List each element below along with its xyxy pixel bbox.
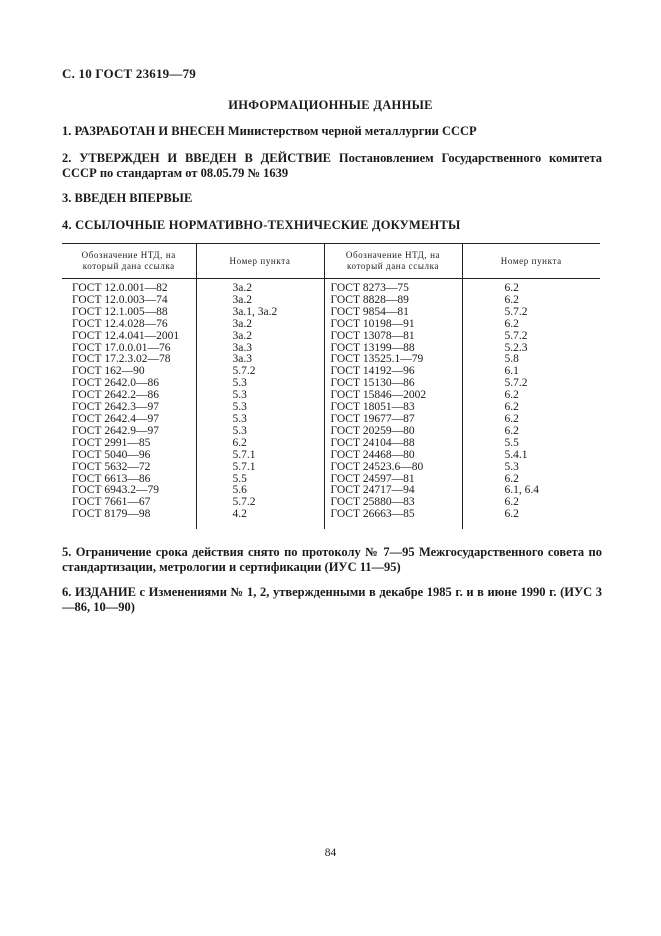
clause-number: 5.7.1 (196, 462, 324, 474)
reference-document: ГОСТ 24597—81 (324, 474, 462, 486)
clause-number: 6.1 (462, 366, 600, 378)
info-item-3: 3. ВВЕДЕН ВПЕРВЫЕ (62, 191, 193, 205)
header-clause-number: Номер пункта (462, 244, 600, 279)
reference-document: ГОСТ 13199—88 (324, 343, 462, 355)
reference-document: ГОСТ 12.0.003—74 (72, 293, 168, 306)
table-body (62, 279, 600, 530)
item-text: Постановлением Государственного комитета СССР по стандартам от 08.05.79 № 1639 (62, 151, 603, 180)
reference-document: ГОСТ 9854—81 (324, 307, 462, 319)
item-lead: РАЗРАБОТАН И ВНЕСЕН (74, 124, 225, 138)
header-clause-number: Номер пункта (196, 244, 324, 279)
clause-number: 5.7.2 (462, 307, 600, 319)
reference-document: ГОСТ 13525.1—79 (324, 354, 462, 366)
reference-document: ГОСТ 8179—98 (72, 508, 151, 521)
reference-document: ГОСТ 13078—81 (324, 331, 462, 343)
table-row (62, 450, 600, 462)
clause-number: 5.7.2 (462, 378, 600, 390)
header-ntd-designation: Обозначение НТД, на который дана ссылка (62, 244, 196, 279)
info-item-2 (62, 151, 602, 181)
reference-document: ГОСТ 2642.3—97 (72, 401, 160, 414)
reference-document: ГОСТ 24717—94 (324, 485, 462, 497)
clause-number: 5.3 (196, 390, 324, 402)
reference-document: ГОСТ 15130—86 (324, 378, 462, 390)
reference-document: ГОСТ 8828—89 (324, 295, 462, 307)
table-row (62, 426, 600, 438)
reference-documents-table (62, 243, 600, 529)
clause-number: 6.2 (462, 497, 600, 509)
info-item-6: 6. ИЗДАНИЕ с Изменениями № 1, 2, утвержденными в декабре 1985 г. и в июне 1990 г. (ИУС 3—86, 10—90) (62, 585, 602, 614)
reference-document: ГОСТ 24468—80 (324, 450, 462, 462)
info-item-5: 5. Ограничение срока действия снято по протоколу № 7—95 Межгосударственного совета по стандартизации, метрологии и сертификации (ИУС 11—95) (62, 545, 602, 574)
document-title: ИНФОРМАЦИОННЫЕ ДАННЫЕ (228, 98, 433, 112)
item-number: 1. (62, 124, 75, 138)
clause-number: 5.3 (196, 414, 324, 426)
info-item-4: 4. ССЫЛОЧНЫЕ НОРМАТИВНО-ТЕХНИЧЕСКИЕ ДОКУМЕНТЫ (62, 218, 461, 232)
clause-number: 5.6 (196, 485, 324, 497)
clause-number: 5.3 (196, 402, 324, 414)
clause-number: 5.7.2 (196, 497, 324, 509)
clause-number: 5.2.3 (462, 343, 600, 355)
reference-document: ГОСТ 162—90 (72, 365, 145, 378)
clause-number: 5.3 (462, 462, 600, 474)
clause-number: 6.2 (196, 438, 324, 450)
clause-number: 3а.2 (196, 331, 324, 343)
reference-document: ГОСТ 17.0.0.01—76 (72, 341, 171, 354)
reference-document: ГОСТ 8273—75 (324, 279, 462, 295)
reference-document: ГОСТ 15846—2002 (324, 390, 462, 402)
clause-number: 3а.2 (196, 319, 324, 331)
clause-number: 6.2 (462, 319, 600, 331)
reference-document: ГОСТ 7661—67 (72, 496, 151, 509)
clause-number: 6.1, 6.4 (462, 485, 600, 497)
clause-number: 3а.2 (196, 279, 324, 295)
reference-document: ГОСТ 2642.0—86 (72, 377, 160, 390)
info-item-1 (62, 124, 602, 139)
page-header: С. 10 ГОСТ 23619—79 (62, 66, 196, 81)
reference-document: ГОСТ 20259—80 (324, 426, 462, 438)
reference-document: ГОСТ 12.1.005—88 (72, 305, 168, 318)
table-row (62, 279, 600, 295)
reference-document: ГОСТ 12.0.001—82 (72, 282, 168, 294)
clause-number: 6.2 (462, 474, 600, 486)
clause-number: 6.2 (462, 295, 600, 307)
clause-number: 5.7.2 (196, 366, 324, 378)
clause-number: 6.2 (462, 414, 600, 426)
clause-number: 5.8 (462, 354, 600, 366)
table-row (62, 509, 600, 529)
clause-number: 5.3 (196, 378, 324, 390)
reference-document: ГОСТ 10198—91 (324, 319, 462, 331)
reference-document: ГОСТ 6613—86 (72, 472, 151, 485)
reference-document: ГОСТ 5632—72 (72, 460, 151, 473)
clause-number: 5.7.2 (462, 331, 600, 343)
reference-document: ГОСТ 2642.2—86 (72, 389, 160, 402)
clause-number: 5.3 (196, 426, 324, 438)
clause-number: 5.4.1 (462, 450, 600, 462)
clause-number: 3а.3 (196, 343, 324, 355)
clause-number: 6.2 (462, 279, 600, 295)
reference-document: ГОСТ 18051—83 (324, 402, 462, 414)
reference-document: ГОСТ 26663—85 (324, 509, 462, 529)
reference-document: ГОСТ 2642.9—97 (72, 424, 160, 437)
reference-document: ГОСТ 14192—96 (324, 366, 462, 378)
table-row (62, 307, 600, 319)
clause-number: 3а.1, 3а.2 (196, 307, 324, 319)
reference-document: ГОСТ 24104—88 (324, 438, 462, 450)
reference-document: ГОСТ 17.2.3.02—78 (72, 353, 171, 366)
clause-number: 5.5 (196, 474, 324, 486)
table-header-row (62, 244, 600, 279)
clause-number: 6.2 (462, 426, 600, 438)
reference-document: ГОСТ 19677—87 (324, 414, 462, 426)
item-number: 2. (62, 151, 80, 165)
header-ntd-designation: Обозначение НТД, на который дана ссылка (324, 244, 462, 279)
reference-document: ГОСТ 12.4.028—76 (72, 317, 168, 330)
reference-document: ГОСТ 6943.2—79 (72, 484, 160, 497)
reference-document: ГОСТ 5040—96 (72, 448, 151, 461)
table-row (62, 319, 600, 331)
item-text: Министерством черной металлургии СССР (224, 124, 477, 138)
clause-number: 6.2 (462, 390, 600, 402)
clause-number: 4.2 (196, 509, 324, 529)
page-number: 84 (324, 847, 337, 859)
clause-number: 3а.3 (196, 354, 324, 366)
clause-number: 5.5 (462, 438, 600, 450)
table-row (62, 331, 600, 343)
reference-document: ГОСТ 24523.6—80 (324, 462, 462, 474)
clause-number: 3а.2 (196, 295, 324, 307)
table-row (62, 462, 600, 474)
reference-document: ГОСТ 12.4.041—2001 (72, 329, 180, 342)
reference-document: ГОСТ 2642.4—97 (72, 412, 160, 425)
table-row (62, 438, 600, 450)
reference-document: ГОСТ 2991—85 (72, 436, 151, 449)
clause-number: 6.2 (462, 509, 600, 529)
clause-number: 5.7.1 (196, 450, 324, 462)
clause-number: 6.2 (462, 402, 600, 414)
reference-document: ГОСТ 25880—83 (324, 497, 462, 509)
item-lead: УТВЕРЖДЕН И ВВЕДЕН В ДЕЙСТВИЕ (79, 151, 332, 165)
